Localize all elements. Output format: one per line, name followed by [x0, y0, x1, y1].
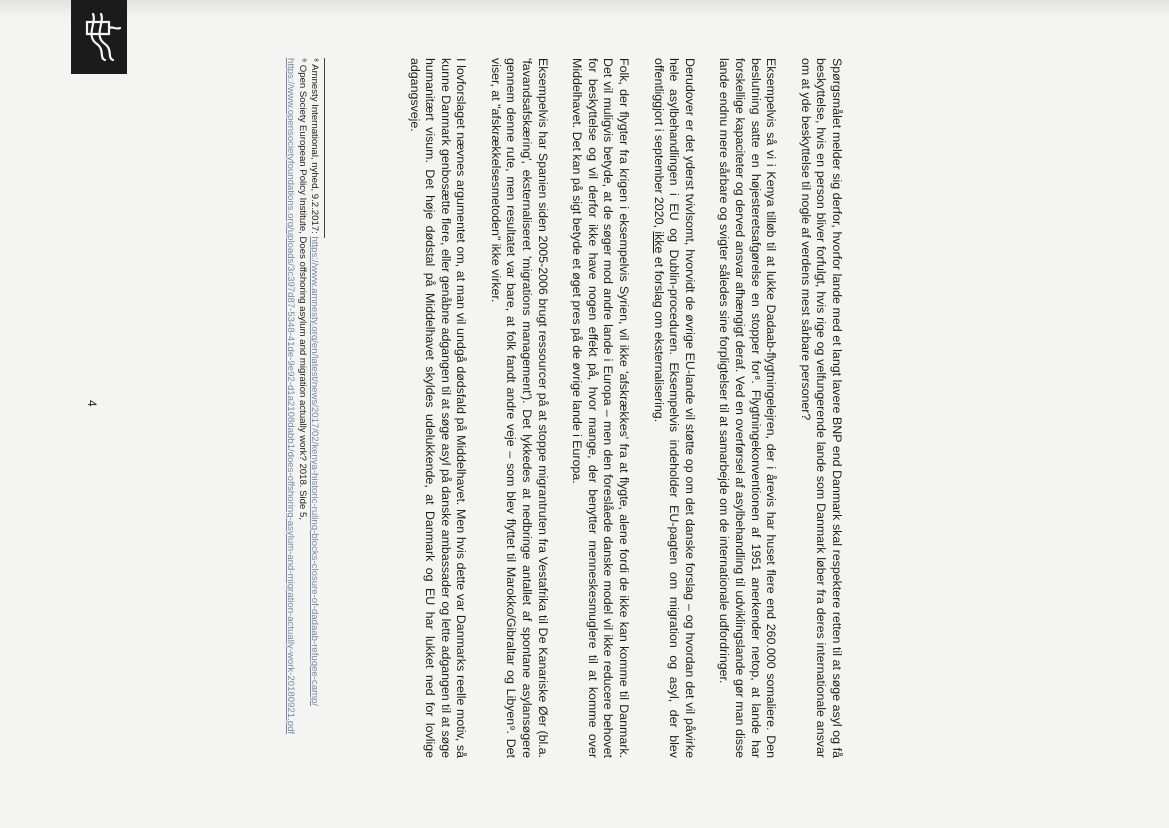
- paragraph-3-underlined-word: ikke: [651, 231, 666, 254]
- page-number: 4: [85, 400, 99, 407]
- paragraph-2: Eksempelvis så vi i Kenya tilløb til at lukke Dadaab-flygtningelejren, der i årevis har huset flere end 260.000 somaliere. Den beslutning satte en højesteretsafgørelse en stopper for⁸. Flygtningekonventionen af 1951 anerkender netop, at lande har forskellige kapaciteter og derved ansvar afhængigt deraf. Ved en overførsel af asylbehandling til udviklingslande gør man disse lande endnu mere sårbare og svigter således sine forpligtelser til at samarbejde om de internationale udfordringer.: [717, 58, 779, 758]
- footnote-9-text: ⁹ Open Society European Policy Institute, Does offshoring asylum and migration actually work? 2018. Side 5,: [297, 58, 309, 521]
- amnesty-candle-logo-icon: [71, 0, 127, 74]
- page-body: [285, 58, 844, 758]
- footnote-9: [285, 58, 309, 758]
- footnote-9-link[interactable]: https://www.opensocietyfoundations.org/uploads/3c397d87-5348-41de-9e92-d1a2108dabb1/does-offshoring-asylum-and-migration-actually-work-20180921.pdf: [285, 58, 297, 735]
- paragraph-5: Eksempelvis har Spanien siden 2005-2006 brugt ressourcer på at stoppe migrantruten fra Vestafrika til De Kanariske Øer (bl.a. 'favandsafskæring', eksternaliseret 'migrations management'). Det lykkedes at nedbringe antallet af spontane asylansøgere gennem denne rute, men resultatet var bare, at folk fandt andre veje – som blev flyttet til Marokko/Gibraltar og Libyen⁹. Det viser, at "afskrækkelsesmetoden" ikke virker.: [488, 58, 550, 758]
- paragraph-6: I lovforslaget nævnes argumentet om, at man vil undgå dødsfald på Middelhavet. Men hvis dette var Danmarks reelle motiv, så kunne Danmark genbosætte flere, eller genåbne adgangen til at søge asyl på danske ambassader og lette adgangen til at søge humanitært visum. Det høje dødstal på Middelhavet skyldes udelukkende, at Danmark og EU har lukket ned for lovlige adgangsveje.: [407, 58, 469, 758]
- footnote-8: [308, 58, 320, 758]
- paragraph-3-text-a: Derudover er det yderst tvivlsomt, hvorvidt de øvrige EU-lande vil støtte op om det danske forslag – og hvordan det vil påvirke hele asylbehandlingen i EU og Dublin-proceduren. Eksempelvis indeholder EU-pagten om migration og asyl, der blev offentliggjort i september 2020,: [651, 58, 697, 758]
- footnote-8-text: ⁸ Amnesty International, nyhed, 9.2.2017:: [308, 58, 320, 237]
- footnote-divider: [324, 58, 325, 238]
- paragraph-4: Folk, der flygter fra krigen i eksempelvis Syrien, vil ikke 'afskrækkes' fra at flygte, alene fordi de ikke kan komme til Danmark. Det vil muligvis betyde, at de søger mod andre lande i Europa – men den foreslåede danske model vil ikke reducere behovet for beskyttelse og vil derfor ikke have nogen effekt på, hvor mange, der benytter menneskesmuglere til at komme over Middelhavet. Det kan på sigt betyde et øget pres på de øvrige lande i Europa.: [570, 58, 632, 758]
- paragraph-1: Spørgsmålet melder sig derfor, hvorfor lande med et langt lavere BNP end Danmark skal respektere retten til at søge asyl og få beskyttelse, hvis en person bliver forfulgt, hvis rige og velfungerende lande som Danmark løber fra deres internationale ansvar om at yde beskyttelse til nogle af verdens mest sårbare personer?: [798, 58, 844, 758]
- paragraph-3-text-b: et forslag om eksternalisering.: [651, 253, 666, 423]
- footnote-8-link[interactable]: https://www.amnesty.org/en/latest/news/2017/02/kenya-historic-ruling-blocks-closure-of-dadaab-refugee-camp/: [308, 236, 320, 707]
- candle-icon: [71, 0, 127, 74]
- paragraph-3: [650, 58, 697, 758]
